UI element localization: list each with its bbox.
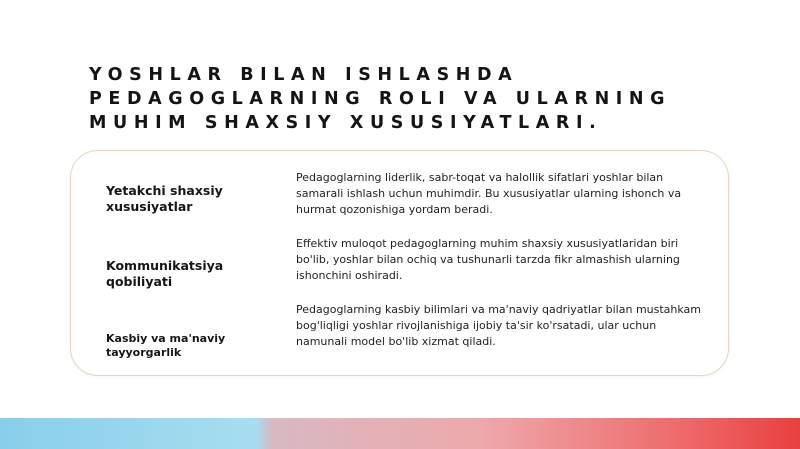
row-label-line: tayyorgarlik: [106, 346, 182, 359]
row-label-communication: [106, 258, 276, 290]
row-label-leadership: [106, 183, 276, 215]
row-text-line: bog'liqligi yoshlar rivojlanishiga ijobiy ta'sir ko'rsatadi, ular uchun: [296, 319, 657, 332]
row-text-communication: [296, 236, 716, 284]
row-text-line: hurmat qozonishiga yordam beradi.: [296, 203, 493, 216]
row-text-leadership: [296, 170, 716, 218]
row-text-professional: [296, 302, 716, 350]
row-label-line: Kommunikatsiya: [106, 258, 224, 273]
slide-title-line: MUHIM SHAXSIY XUSUSIYATLARI.: [89, 113, 603, 133]
row-label-professional: [106, 332, 276, 360]
row-text-line: samarali ishlash uchun muhimdir. Bu xususiyatlar ularning ishonch va: [296, 187, 682, 200]
row-label-line: qobiliyati: [106, 274, 173, 289]
row-text-line: ishonchini oshiradi.: [296, 269, 403, 282]
row-text-line: Pedagoglarning kasbiy bilimlari va ma'naviy qadriyatlar bilan mustahkam: [296, 303, 702, 316]
decorative-gradient-bar: [0, 418, 800, 449]
row-text-line: bo'lib, yoshlar bilan ochiq va tushunarli tarzda fikr almashish ularning: [296, 253, 680, 266]
row-text-line: namunali model bo'lib xizmat qiladi.: [296, 335, 496, 348]
slide-title: [89, 63, 769, 135]
row-label-line: Yetakchi shaxsiy: [106, 183, 223, 198]
slide-title-line: YOSHLAR BILAN ISHLASHDA: [89, 65, 519, 85]
row-label-line: Kasbiy va ma'naviy: [106, 332, 226, 345]
row-label-line: xususiyatlar: [106, 199, 193, 214]
slide-title-line: PEDAGOGLARNING ROLI VA ULARNING: [89, 89, 672, 109]
row-text-line: Effektiv muloqot pedagoglarning muhim shaxsiy xususiyatlaridan biri: [296, 237, 679, 250]
row-text-line: Pedagoglarning liderlik, sabr-toqat va halollik sifatlari yoshlar bilan: [296, 171, 664, 184]
